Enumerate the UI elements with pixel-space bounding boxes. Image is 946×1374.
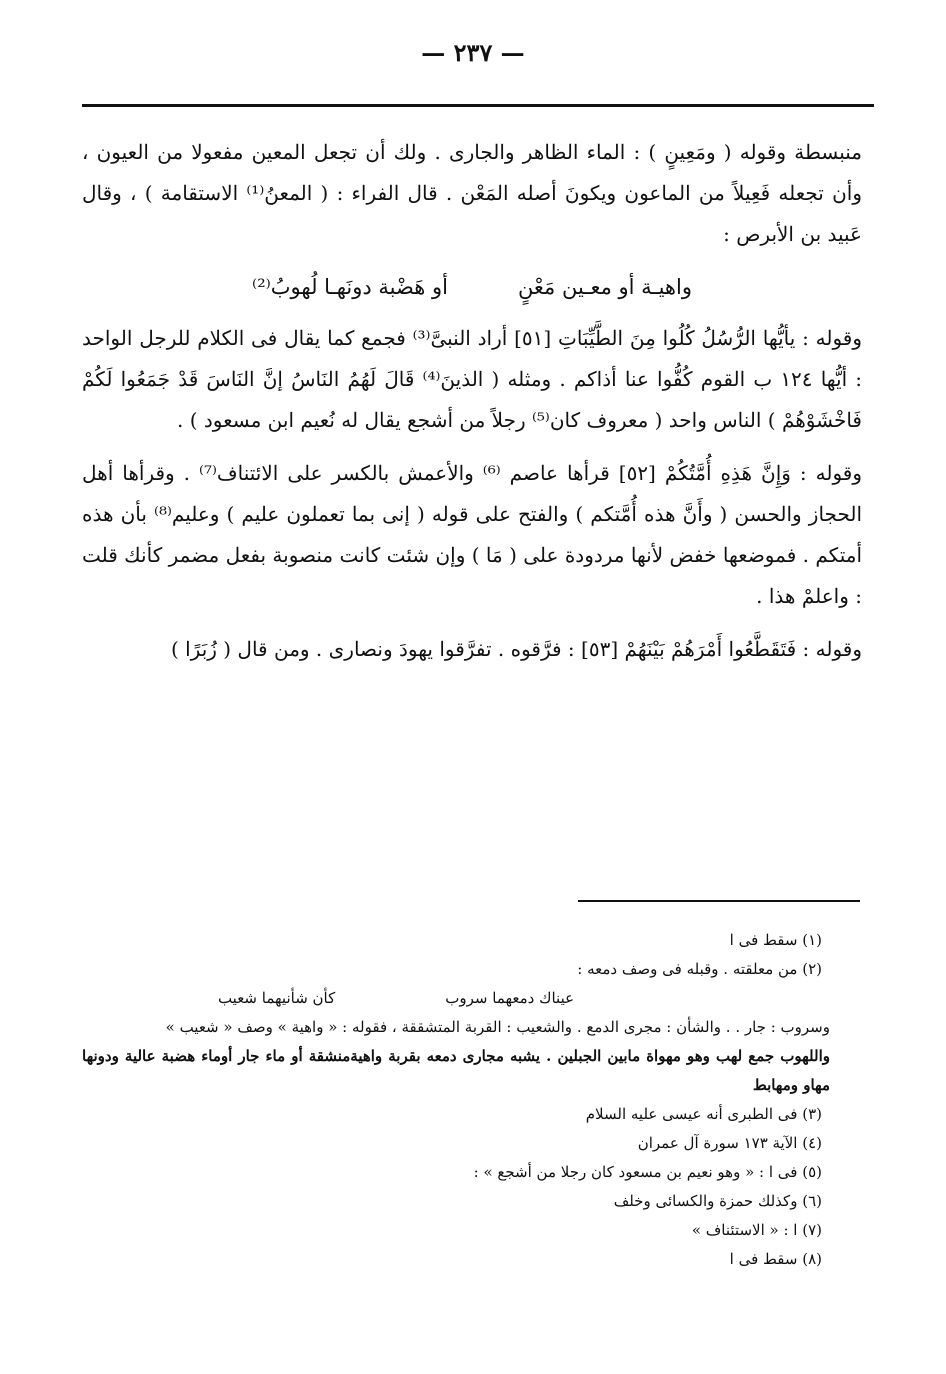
paragraph-1: منبسطة وقوله ( ومَعِينٍ ) : الماء الظاهر والجارى . ولك أن تجعل المعين مفعولا من العيون ، وأن تجعله فَعِيلاً من الماعون ويكونَ أصله المَعْن . قال الفراء : ( المعنُ⁽¹⁾ الاستقامة ) ، وقال عَبيد بن الأبرص : [82, 140, 862, 246]
footnote-2-verse-left: كأن شأنيهما شعيب [217, 989, 336, 1007]
footnote-2-verse-right: عيناك دمعهما سروب [445, 989, 575, 1007]
footnote-2-explanation: وسروب : جار . . والشأن : مجرى الدمع . والشعيب : القربة المتشققة ، فقوله : « واهية » وصف « شعيب » [165, 1018, 830, 1036]
footnotes [82, 926, 830, 1274]
paragraph-2: وقوله : يأيُّها الرُّسُلُ كُلُوا مِنَ الطَّيِّبَاتِ [٥١] أراد النبىَّ⁽³⁾ فجمع كما يقال فى الكلام للرجل الواحد : أيُّها ١٢٤ ب القوم كُفُّوا عنا أذاكم . ومثله ( الذينَ⁽⁴⁾ قَالَ لَهُمُ النَاسُ إنَّ النَاسَ قَدْ جَمَعُوا لَكُمْ فَاخْشَوْهُمْ ) الناس واحد ( معروف كان⁽⁵⁾ رجلاً من أشجع يقال له نُعيم ابن مسعود ) . [82, 326, 863, 432]
footnote-7: (٧) ا : « الاستئناف » [691, 1221, 822, 1239]
verse-hemistich-right: واهيـة أو معـين مَعْنٍ [517, 275, 692, 299]
poetry-verse [82, 267, 862, 308]
verse-hemistich-left: أو هَضْبة دونَهـا لُهوبُ⁽²⁾ [252, 275, 448, 299]
footnote-1: (١) سقط فى ا [729, 931, 822, 949]
footnote-2: (٢) من معلقته . وقبله فى وصف دمعه : [577, 960, 822, 978]
footnote-6: (٦) وكذلك حمزة والكسائى وخلف [613, 1192, 822, 1210]
footnote-rule [578, 900, 860, 902]
footnote-8: (٨) سقط فى ا [729, 1250, 822, 1268]
page-number: — ٢٣٧ — [421, 38, 525, 67]
footnote-4: (٤) الآية ١٧٣ سورة آل عمران [637, 1134, 822, 1152]
footnote-3: (٣) فى الطبرى أنه عيسى عليه السلام [585, 1105, 822, 1123]
footnote-2-verse [82, 984, 830, 1013]
footnote-5: (٥) فى ا : « وهو نعيم بن مسعود كان رجلا من أشجع » : [473, 1163, 822, 1181]
paragraph-4: وقوله : فَتَقَطَّعُوا أَمْرَهُمْ بَيْنَهُمْ [٥٣] : فرَّقوه . تفرَّقوا يهودَ ونصارى . ومن قال ( زُبَرًا ) [170, 637, 862, 661]
footnote-2-explanation-bold: واللهوب جمع لهب وهو مهواة مابين الجبلين . يشبه مجارى دمعه بقربة واهيةمنشقة أو ماء جار أوماء هضبة عالية ودونها مهاو ومهابط [82, 1047, 830, 1094]
paragraph-3: وقوله : وَإِنَّ هَذِهِ أُمَّتُكُمْ [٥٢] قرأها عاصم ⁽⁶⁾ والأعمش بالكسر على الائتناف⁽⁷⁾ . وقرأها أهل الحجاز والحسن ( وأَنَّ هذه أُمَّتكم ) والفتح على قوله ( إنى بما تعملون عليم ) وعليم⁽⁸⁾ بأن هذه أمتكم . فموضعها خفض لأنها مردودة على ( مَا ) وإن شئت كانت منصوبة بفعل مضمر كأنك قلت : واعلمْ هذا . [82, 461, 863, 608]
header-rule [82, 104, 874, 107]
main-text [82, 132, 862, 670]
